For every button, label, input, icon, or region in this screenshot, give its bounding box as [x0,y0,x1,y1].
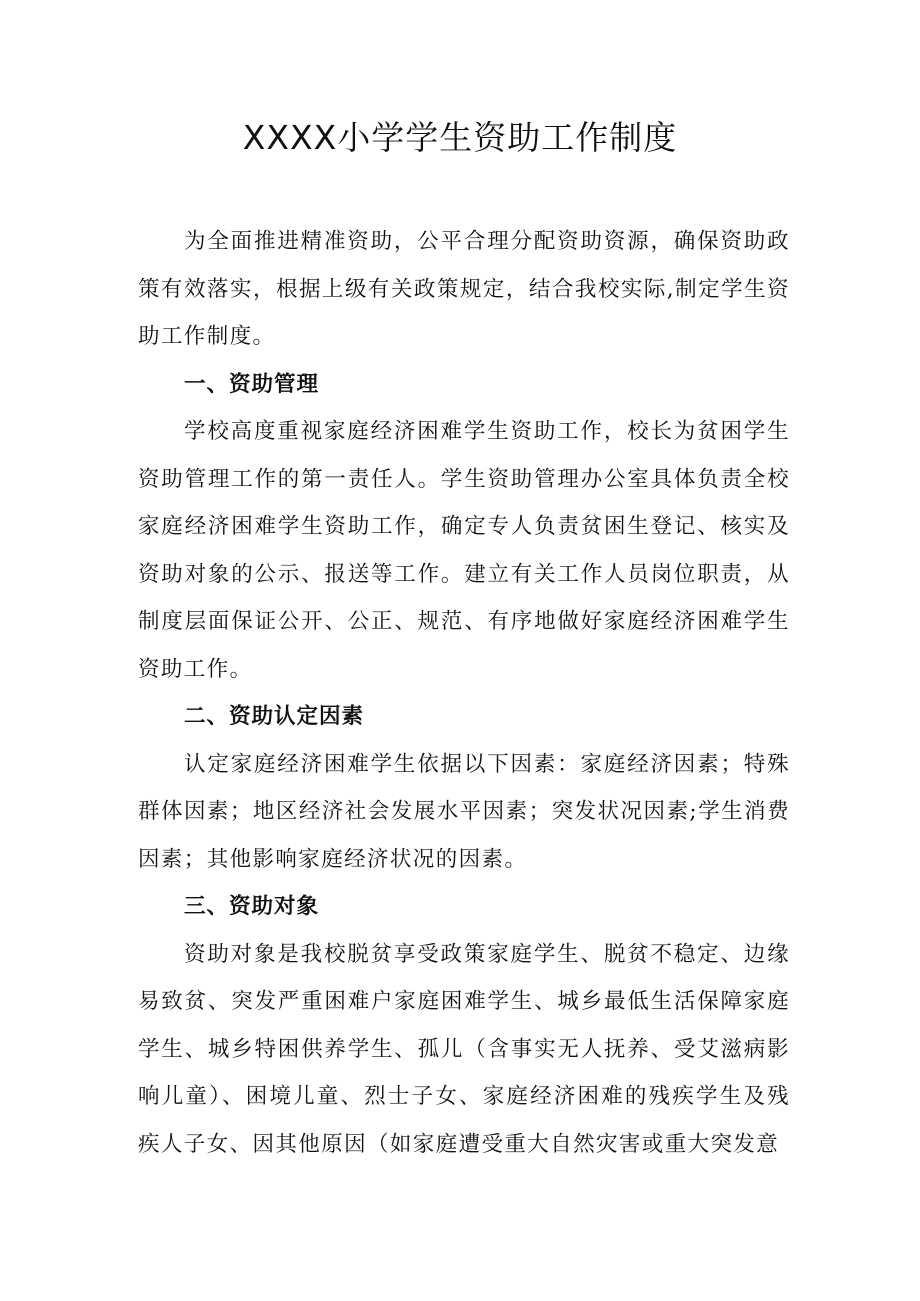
section-heading-factors: 二、资助认定因素 [184,704,365,729]
section-paragraph-management: 学校高度重视家庭经济困难学生资助工作，校长为贫困学生资助管理工作的第一责任人。学生资助管理办公室具体负责全校家庭经济困难学生资助工作，确定专人负责贫困生登记、核实及资助对象的公示、报送等工作。建立有关工作人员岗位职责，从制度层面保证公开、公正、规范、有序地做好家庭经济困难学生资助工作。 [138,419,790,682]
section-paragraph-factors: 认定家庭经济困难学生依据以下因素：家庭经济因素；特殊群体因素；地区经济社会发展水平因素；突发状况因素;学生消费因素；其他影响家庭经济状况的因素。 [138,751,790,872]
section-heading-management: 一、资助管理 [184,371,320,397]
document-body [138,218,790,1168]
intro-paragraph: 为全面推进精准资助，公平合理分配资助资源，确保资助政策有效落实，根据上级有关政策规定，结合我校实际,制定学生资助工作制度。 [138,229,790,349]
section-paragraph-recipients: 资助对象是我校脱贫享受政策家庭学生、脱贫不稳定、边缘易致贫、突发严重困难户家庭困难学生、城乡最低生活保障家庭学生、城乡特困供养学生、孤儿（含事实无人抚养、受艾滋病影响儿童）、困境儿童、烈士子女、家庭经济困难的残疾学生及残疾人子女、因其他原因（如家庭遭受重大自然灾害或重大突发意 [138,941,790,1157]
document-title: XXXX小学学生资助工作制度 [242,118,678,157]
section-heading-recipients: 三、资助对象 [184,894,320,919]
